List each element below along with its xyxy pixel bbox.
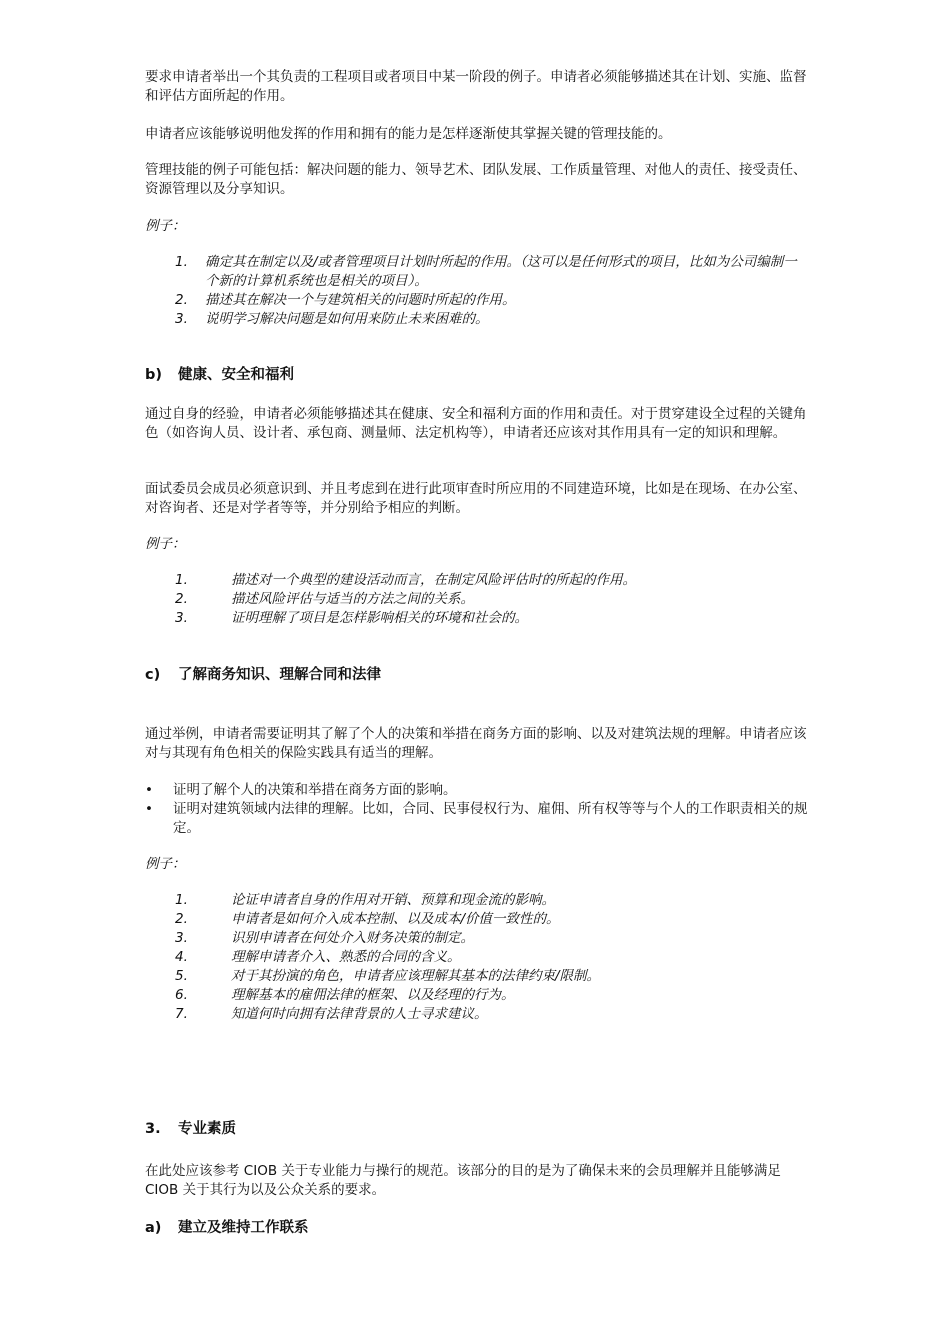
bullet-icon: •	[145, 782, 153, 798]
section-c-example-label: 例子：	[145, 856, 186, 872]
intro-example-list	[145, 253, 810, 329]
list-item	[145, 986, 810, 1005]
list-item-text: 知道何时向拥有法律背景的人士寻求建议。	[231, 1006, 488, 1022]
list-item-text: 描述对一个典型的建设活动而言，在制定风险评估时的所起的作用。	[231, 572, 636, 588]
section-3-label: 3.	[145, 1121, 161, 1137]
list-item	[145, 310, 810, 329]
list-item-text: 证明了解个人的决策和举措在商务方面的影响。	[173, 782, 457, 798]
section-b-paragraph-1: 通过自身的经验，申请者必须能够描述其在健康、安全和福利方面的作用和责任。对于贯穿建设全过程的关键角色（如咨询人员、设计者、承包商、测量师、法定机构等），申请者还应该对其作用具有一定的知识和理解。	[145, 406, 807, 441]
section-3-paragraph-1: 在此处应该参考 CIOB 关于专业能力与操行的规范。该部分的目的是为了确保未来的会员理解并且能够满足 CIOB 关于其行为以及公众关系的要求。	[145, 1163, 781, 1198]
list-item	[145, 781, 810, 800]
list-item-number: 1.	[175, 572, 188, 588]
section-c-bullet-list	[145, 781, 810, 838]
list-item	[145, 967, 810, 986]
bullet-icon: •	[145, 801, 153, 817]
list-item-text: 理解基本的雇佣法律的框架、以及经理的行为。	[231, 987, 515, 1003]
list-item	[145, 800, 810, 838]
list-item	[145, 291, 810, 310]
list-item-number: 6.	[175, 987, 188, 1003]
list-item-number: 2.	[175, 591, 188, 607]
section-b-title: 健康、安全和福利	[178, 367, 294, 383]
list-item	[145, 590, 810, 609]
list-item-number: 7.	[175, 1006, 188, 1022]
list-item-number: 3.	[175, 610, 188, 626]
list-item-text: 对于其扮演的角色，申请者应该理解其基本的法律约束/限制。	[231, 968, 601, 984]
list-item-text: 证明对建筑领域内法律的理解。比如，合同、民事侵权行为、雇佣、所有权等等与个人的工作职责相关的规定。	[173, 801, 808, 836]
list-item-text: 描述其在解决一个与建筑相关的问题时所起的作用。	[205, 292, 516, 308]
list-item-text: 识别申请者在何处介入财务决策的制定。	[231, 930, 474, 946]
list-item-text: 证明理解了项目是怎样影响相关的环境和社会的。	[231, 610, 528, 626]
list-item-number: 3.	[175, 930, 188, 946]
list-item	[145, 253, 810, 291]
list-item-number: 1.	[175, 892, 188, 908]
section-b-example-label: 例子：	[145, 536, 186, 552]
list-item-text: 申请者是如何介入成本控制、以及成本/价值一致性的。	[231, 911, 560, 927]
section-b-paragraph-2: 面试委员会成员必须意识到、并且考虑到在进行此项审查时所应用的不同建造环境，比如是在现场、在办公室、对咨询者、还是对学者等等，并分别给予相应的判断。	[145, 481, 807, 516]
section-c-paragraph-1: 通过举例，申请者需要证明其了解了个人的决策和举措在商务方面的影响、以及对建筑法规的理解。申请者应该对与其现有角色相关的保险实践具有适当的理解。	[145, 726, 807, 761]
list-item-number: 5.	[175, 968, 188, 984]
list-item-number: 3.	[175, 311, 188, 327]
list-item-number: 2.	[175, 292, 188, 308]
list-item	[145, 948, 810, 967]
intro-paragraph-1: 要求申请者举出一个其负责的工程项目或者项目中某一阶段的例子。申请者必须能够描述其在计划、实施、监督和评估方面所起的作用。	[145, 69, 807, 104]
section-3a-title: 建立及维持工作联系	[178, 1220, 309, 1236]
section-3-title: 专业素质	[178, 1121, 236, 1137]
section-c-heading	[145, 665, 381, 685]
list-item-text: 论证申请者自身的作用对开销、预算和现金流的影响。	[231, 892, 555, 908]
list-item-number: 2.	[175, 911, 188, 927]
section-3a-heading	[145, 1218, 309, 1238]
list-item-text: 确定其在制定以及/或者管理项目计划时所起的作用。（这可以是任何形式的项目，比如为公司编制一个新的计算机系统也是相关的项目）。	[205, 254, 797, 289]
section-c-example-list	[145, 891, 810, 1024]
section-c-label: c)	[145, 667, 161, 683]
list-item	[145, 910, 810, 929]
intro-example-label: 例子：	[145, 218, 186, 234]
list-item-text: 描述风险评估与适当的方法之间的关系。	[231, 591, 474, 607]
list-item-number: 4.	[175, 949, 188, 965]
list-item	[145, 891, 810, 910]
list-item	[145, 1005, 810, 1024]
list-item	[145, 929, 810, 948]
list-item	[145, 609, 810, 628]
list-item-text: 说明学习解决问题是如何用来防止未来困难的。	[205, 311, 489, 327]
section-b-label: b)	[145, 367, 163, 383]
list-item-number: 1.	[175, 254, 188, 270]
section-c-title: 了解商务知识、理解合同和法律	[178, 667, 381, 683]
list-item-text: 理解申请者介入、熟悉的合同的含义。	[231, 949, 461, 965]
section-b-heading	[145, 365, 294, 385]
intro-paragraph-3: 管理技能的例子可能包括：解决问题的能力、领导艺术、团队发展、工作质量管理、对他人的责任、接受责任、资源管理以及分享知识。	[145, 162, 807, 197]
section-b-example-list	[145, 571, 810, 628]
section-3-heading	[145, 1119, 236, 1139]
list-item	[145, 571, 810, 590]
intro-paragraph-2: 申请者应该能够说明他发挥的作用和拥有的能力是怎样逐渐使其掌握关键的管理技能的。	[145, 126, 672, 142]
section-3a-label: a)	[145, 1220, 162, 1236]
